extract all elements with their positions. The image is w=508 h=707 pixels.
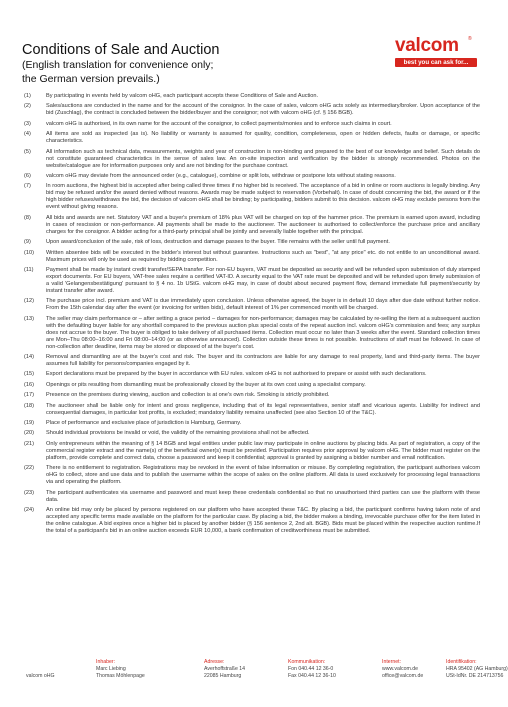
footer-line: USt-IdNr. DE 214713756 — [446, 673, 504, 679]
clause-item — [24, 371, 480, 378]
footer-line: Thomas Möhlenpage — [96, 673, 145, 679]
clause-item — [24, 430, 480, 437]
clause-number: (4) — [24, 131, 31, 138]
footer-column — [288, 659, 336, 680]
footer-column-heading: Internet: — [382, 659, 402, 665]
clause-number: (16) — [24, 381, 34, 388]
clause-number: (13) — [24, 315, 34, 322]
clause-number: (18) — [24, 402, 34, 409]
clause-text: valcom oHG is authorised, in its own name for the account of the consignor, to collect payments/monies and to enforce such claims in court. — [46, 120, 392, 127]
footer-column — [382, 659, 423, 680]
title-block — [22, 42, 352, 85]
clause-item — [24, 149, 480, 170]
footer-line: Averhoffstraße 14 — [204, 666, 246, 672]
logo-tagline: best you can ask for... — [395, 58, 477, 67]
footer-link[interactable]: www.valcom.de — [382, 666, 419, 672]
clause-text: The auctioneer shall be liable only for intent and gross negligence, including that of its legal representatives, senior staff and vicarious agents. Liability for indirect and consequential damages, in particular lost profits, is excluded; mandatory liability remains unaffected (see also Section 10 of the T&C). — [46, 402, 480, 416]
clause-number: (7) — [24, 183, 31, 190]
clause-number: (1) — [24, 93, 31, 99]
clause-text: An online bid may only be placed by persons registered on our platform who have accepted these T&C. By placing a bid, the participant confirms having taken note of and accepted any specific terms made available on the platform for the particular case. By placing a bid, the bidder makes a binding, irrevocable purchase offer for the item listed in the online catalogue. A bid expires once a higher bid is placed by another bidder (§ 156 sentence 2, 2nd alt. BGB). Bids must be placed within the respective auction runtime.If the total of a participant's bid in an online auction exceeds EUR 10,000, a bank confirmation of creditworthiness must be submitted. — [46, 506, 480, 534]
clause-number: (3) — [24, 120, 31, 127]
subtitle-line-1: (English translation for convenience only; — [22, 59, 214, 71]
clause-text: The purchase price incl. premium and VAT is due immediately upon conclusion. Unless otherwise agreed, the buyer is in default 10 days after due date without further notice. From the 15th calendar day after the event (or invoicing for written bids), default interest of 1% per commenced month will be charged. — [46, 298, 480, 312]
page-title: Conditions of Sale and Auction — [22, 42, 220, 58]
clause-item — [24, 121, 480, 128]
footer-line: 22085 Hamburg — [204, 673, 242, 679]
footer-link[interactable]: office@valcom.de — [382, 673, 424, 679]
clause-number: (12) — [24, 298, 34, 305]
clause-item — [24, 93, 480, 100]
footer-brand: valcom oHG — [26, 673, 55, 679]
clause-number: (20) — [24, 430, 34, 437]
clause-number: (15) — [24, 371, 34, 378]
clause-text: The seller may claim performance or – after setting a grace period – damages for non-performance; damages may be calculated by re-selling the item at a subsequent auction with the defaulting buyer liable for any shortfall compared to the previous auction plus special costs of the repeat auction incl. valcom oHG's commission and fees; any surplus does not accrue to the buyer. The buyer is obliged to take delivery of all purchased items. Collection must occur no later than 3 weeks after the event. Standard collection times are Mon–Thu 08:00–16:00 and Fri 08:00–14:00 (or as otherwise announced). Collection outside these times is not possible. Instructions of staff must be followed. In case of non-collection after deadline, items may be stored or disposed of at the buyer's cost. — [46, 315, 480, 350]
clause-item — [24, 392, 480, 399]
clause-item — [24, 316, 480, 351]
clause-item — [24, 239, 480, 246]
clause-item — [24, 250, 480, 264]
clause-text: In room auctions, the highest bid is accepted after being called three times if no higher bid is received. The acceptance of a bid in online or room auctions is legally binding. Any bid may be refused and/or the award denied without reasons. Awards may be made subject to reservation (Vorbehalt). In case of doubt concerning the bid, the award or if the high bidder refuses/withdraws the bid, the decision of valcom oHG shall be binding; by participating, bidders submit to this decision. valcom oHG may exclude persons from the event without giving reasons. — [46, 183, 480, 211]
clause-item — [24, 403, 480, 417]
clause-number: (9) — [24, 239, 31, 246]
valcom-logo — [395, 36, 477, 67]
clause-text: valcom oHG may deviate from the announced order (e.g., catalogue), combine or split lots, withdraw or postpone lots without stating reasons. — [46, 172, 396, 179]
clause-number: (5) — [24, 148, 31, 155]
clause-text: There is no entitlement to registration. Registrations may be revoked in the event of false information or misuse. By completing registration, the participant authorises valcom oHG to collect, store and use data and to publish the username within the scope of sales on the online platform. All data is used exclusively for processing legal transactions via and operating the platform. — [46, 465, 480, 486]
footer-column — [204, 659, 245, 680]
clause-text: Sales/auctions are conducted in the name and for the account of the consignor. In the case of sales, valcom oHG acts solely as intermediary/broker. Upon acceptance of the bid (Zuschlag), the contract is concluded between the bidder/buyer and the consignor; not with valcom oHG (cf. § 156 BGB). — [46, 103, 480, 117]
clause-text: All items are sold as inspected (as is). No liability or warranty is assumed for quality, condition, completeness, open or hidden defects, faults or damage, or specific characteristics. — [46, 131, 480, 145]
footer — [26, 659, 508, 683]
clause-number: (23) — [24, 489, 34, 496]
clause-text: All bids and awards are net. Statutory VAT and a buyer's premium of 18% plus VAT will be charged on top of the hammer price. The premium is earned upon award, including in cases of rescission or non-performance. All payments shall be made to the auctioneer. The auctioneer is authorised to collect/enforce the purchase price and ancillary charges for the consignor. A bidder acting for a third-party principal shall be jointly and severally liable together with the principal. — [46, 214, 480, 235]
clause-number: (14) — [24, 354, 34, 361]
clause-number: (10) — [24, 249, 34, 256]
clause-item — [24, 173, 480, 180]
footer-line: HRA 95402 (AG Hamburg) — [446, 666, 508, 672]
clause-number: (2) — [24, 103, 31, 110]
clause-number: (17) — [24, 392, 34, 399]
footer-column-heading: Kommunikation: — [288, 659, 326, 665]
clause-item — [24, 215, 480, 236]
clause-text: Export declarations must be prepared by the buyer in accordance with EU rules. valcom oHG is not authorised to prepare or assist with such declarations. — [46, 371, 427, 378]
clause-text: The participant authenticates via username and password and must keep these credentials confidential so that no unauthorised third parties can use the platform with these data. — [46, 489, 480, 503]
clause-number: (6) — [24, 172, 31, 179]
clause-number: (19) — [24, 420, 34, 427]
footer-column — [96, 659, 145, 680]
clause-number: (21) — [24, 440, 34, 447]
clause-list — [24, 93, 480, 538]
clause-item — [24, 420, 480, 427]
footer-column-heading: Identifikation: — [446, 659, 477, 665]
clause-item — [24, 267, 480, 295]
clause-item — [24, 354, 480, 368]
clause-item — [24, 382, 480, 389]
clause-number: (22) — [24, 465, 34, 472]
clause-number: (8) — [24, 214, 31, 221]
clause-item — [24, 298, 480, 312]
footer-line: Marc Liebing — [96, 666, 126, 672]
clause-text: Removal and dismantling are at the buyer's cost and risk. The buyer and its contractors are liable for any damage to real property, land and third-party items. The buyer assumes full liability for persons/companies engaged by it. — [46, 354, 480, 368]
clause-text: All information such as technical data, measurements, weights and year of construction is non-binding and prepared to the best of our knowledge and belief. Such details do not constitute guaranteed characteristics in the sense of sales law. An on-site inspection and verification by the bidder is strongly recommended. Photos on the website/catalogue are for information purposes only and are not binding for the purchase contract. — [46, 148, 480, 169]
clause-number: (24) — [24, 506, 34, 513]
clause-item — [24, 507, 480, 535]
clause-text: Place of performance and exclusive place of jurisdiction is Hamburg, Germany. — [46, 420, 242, 427]
footer-column-heading: Inhaber: — [96, 659, 116, 665]
clause-text: Openings or pits resulting from dismantling must be professionally closed by the buyer at its own cost using a specialist company. — [46, 381, 366, 388]
clause-item — [24, 131, 480, 145]
clause-item — [24, 490, 480, 504]
footer-column — [446, 659, 508, 680]
footer-line: Fax 040.44 12 36-10 — [288, 673, 336, 679]
logo-wordmark: valcom — [395, 35, 459, 56]
footer-column-heading: Adresse: — [204, 659, 225, 665]
clause-text: Should individual provisions be invalid or void, the validity of the remaining provisions shall not be affected. — [46, 430, 310, 437]
clause-item — [24, 465, 480, 486]
clause-text: Presence on the premises during viewing, auction and collection is at one's own risk. Smoking is strictly prohibited. — [46, 392, 330, 399]
clause-number: (11) — [24, 266, 34, 273]
clause-item — [24, 183, 480, 211]
clause-text: Upon award/conclusion of the sale, risk of loss, destruction and damage passes to the buyer. Title remains with the seller until full payment. — [46, 239, 390, 246]
clause-item — [24, 441, 480, 462]
clause-text: Payment shall be made by instant credit transfer/SEPA transfer. For non-EU buyers, VAT must be deposited as security and will be refunded upon submission of duly stamped export documents. For EU buyers, VAT-free sales require a certified VAT-ID. A security equal to the VAT rate must be deposited and will be refunded upon timely submission of a valid 'Gelangensbestätigung' pursuant to § 4 no. 1b UStG. valcom oHG may, in case of doubt about secured payment flow, demand immediate full payment/security by instant transfer after award. — [46, 266, 480, 294]
logo-registered-mark: ® — [468, 36, 472, 42]
subtitle-line-2: the German version prevails.) — [22, 72, 160, 85]
clause-text: Written absentee bids will be executed in the bidder's interest but without guarantee. Instructions such as "best", "at any price" etc. do not entitle to an unconditional award. Maximum prices will only be used as required by bidding competition. — [46, 249, 480, 263]
footer-line: Fon 040.44 12 36-0 — [288, 666, 334, 672]
clause-item — [24, 103, 480, 117]
clause-text: By participating in events held by valcom oHG, each participant accepts these Conditions of Sale and Auction. — [46, 93, 319, 99]
clause-text: Only entrepreneurs within the meaning of § 14 BGB and legal entities under public law may participate in online auctions by placing bids. As part of registration, a copy of the commercial register extract and the name(s) of the beneficial owner(s) must be provided. Participation requires prior approval by valcom oHG. The bidder must register on the platform, provide complete and correct data, choose a password and keep it confidential; approval is granted by assigning a bidder number and email notification. — [46, 440, 480, 461]
